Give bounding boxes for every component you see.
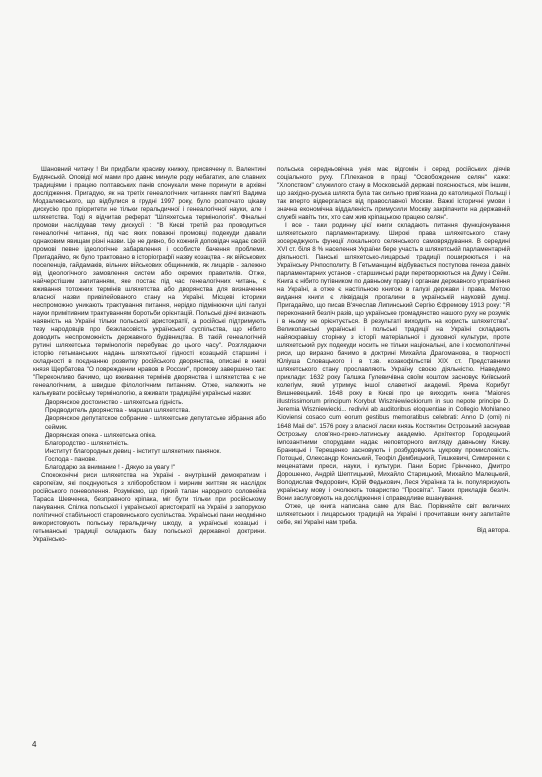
body-paragraph: І все - таки родинну цієї книги складають питання функціонування шляхетського парламентаризму. Широкі права шляхетського стану зосереджують функції локального селянського самоврядування. В середині XVI ст. біля 8 % населення України бере участь в шляхетській парламентарній діяльності. Панські шляхетсько-лицарські традиції поширюються і на Українську Річпосполиту. В Гетьманщині відбувається поступова генеза давніх парламентарних установ - старшинські ради перетворюються на Думу і Сейм. Книга є нібито путівником по давньому праву і органам державного управління на Україні, а отже є настільною книгою в галузі держави і права. Метою видання книги є ліквідація прогалини в українській науковій думці. Пригадаймо, що писав В'ячеслав Липинський Сергію Єфремову 1913 року: "Я переконаний безліч разів, що українське громадянство нашого руху не розуміє і в ньому не орієнтується. В результаті виходить на користь шляхетства". Великопанські українські і польські традиції на Україні складають найяскравішу сторінку з історії матеріальної і духовної культури, проте шляхетський рух подекуди носить не тільки національні, але і космополітичні риси, що виразно бачимо в доктрині Михайла Драгоманова, в творчості Юліуша Словацького і в т.зв. козакофільстві XIX ст. Представники шляхетського стану прославляють Україну своєю діяльністю. Наведемо приклади: 1632 року Галшка Гулевичівна своїм коштом засновує Київський колегіум, який утримує іншої славетної академії. Ярема Корибут Вишневецький. 1648 року в Києві про це виходить книга "Maiores illustrissimorum principum Korybut Wiszniewieckiorum in suo nepote principe D. Jeremia Wiszniewiecki... redivivi ab auditoribus eloquentiae in Collegio Mohilaneo Kioviensi cosaco cum eorum gestibus memoratibus celebrati: Anno D (omi) ni 1648 Maii de". 1576 року з власної ласки князь Костянтин Острозький заснував Острозьку слов'яно-греко-латинську академію. Архітектор Городецький імпозантними спорудами надає неповторного вигляду давньому Києву. Браницькі і Терещенко засновують і розбудовують цукрову промисловість. Потоцькі, Олександр Кониський, Теофіл Дембицький, Тишкевичі, Симиренки є меценатами преси, науки, і культури. Пани Борис Грінченко, Дмитро Дорошенко, Андрій Шептицький, Михайло Старицький, Михайло Малецький, Володислав Федорович, Юрій Федькович, Леся Українка та ін. популяризують українську мову і очолюють товариство "Просвіта". Таких прикладів безліч. Вони заслуговують на дослідження і справедливе вшанування. [277,222,510,502]
terminology-item: Институт благородных девиц - інститут шляхетних панянок. [45,447,222,455]
terminology-item: Господа - панове. [45,455,97,463]
author-signature: Від автора. [476,526,510,534]
page-number: 4 [32,740,37,749]
terminology-item: Дворянская опека - шляхетська опіка. [45,431,157,439]
continued-paragraph: польська середньовічна унія має відгомін і серед російських діячів соціального руху. Г.Плеханов в праці "Освобождение селян" каже: "Хлопством" служилого стану в Московській державі пояснюється, між іншим, що західно-руська шляхта була так сильно прив'язана до католицької Польщі і так вперто відвергалася від православної Москви. Важкі історичні умови і значна економічна віддаленість примусили Москву закріпачити на державній службі навіть тих, хто сам жив кріпацькою працею селян". [277,166,510,222]
terminology-item: Благодарю за внимание ! - Дякую за увагу !" [45,463,176,471]
closing-paragraph: Спококонічні риси шляхетства на Україні - внутрішній демократизм і європеїзм, які поєднуються з хліборобством і мирним життям як наслідок російського поневолення. Розуміємо, що гіркий талан народного соловейка Тараса Шевченка, безправного кріпака, міг бути тільки при російському панування. Спілка польської і української аристократії на Україні з запорукою політичної стабільності старовинського суспільства. Українські пани неодмінно використовують польську геральдичну шкоду, а українські козацькі і гетьманські традиції складають базу польської державної доктрини. Українсько- [33,471,266,543]
intro-paragraph: Шановний читачу ! Ви придбали красиву книжку, присвячену п. Валентині Будянській. Оповіді мої мами про давнє минуле роду небагатих, але славних традиціями і працею полтавських панів спонукали мене поринути в архівні дослідження. Пригадую, як на третіх генеалогічних читаннях пам'яті Вадима Модзалевського, що відбулися в грудні 1997 року, було розпочато цікаву дискусію про пріоритети не тільки геральдичної і генеалогічної науки, але і шляхетства. Тоді я відчитав реферат "Шляхетська термінологія". Фінальні промови наслідував тему дискусії : "В Києві третій раз проводиться генеалогічні читання, під час яких поважні промовці подекуди давали однаковим явищам різні назви. Це не дивно, бо кожний доповідач надає своїй промові певне ідеологічне забарвлення і особисте бачення проблеми. Пригадаймо, як було трактовано в історіографії назву козацтва - як військових поселенців, гайдамаків, вільних військових общинників, як лицарів - залежно від ідеологічного замовлення систем або окремих правителів. Отже, найчерстішим запитанням, яке постає під час генеалогічних читань, є вживання тотожних термінів шляхетства або дворянства для визначення власної назви привілейованого стану на Україні. Місцеві історики неспроможно уникають трактування питання, нерідко підмінюючи цілі галузі науки примітивним трактуванням боротьби орієнтацій. Польські діячі визнають наявність на Україні тільки польської аристократії, а російські підтримують тезу народовців про безкласовість української суспільства, що нібито доводить неспроможність державного будівництва. В такій генеалогічній рутині шляхетська термінологія перебуває до цього часу". Розглядаючи історію гетьманських надань шляхетської гідності козацькій старшині і складності в поєднанню розвитку російського дворянства, описані в книзі князя Щербатова "О повреждении нравов в России", промову завершено так: "Переконливо бачимо, що вживання термінів дворянства і шляхетства є не генеалогічним, а швидше філологічним питанням. Отже, належить не калькувати російську термінологію, а вживати традиційні українські назви: [33,166,266,398]
left-text-column [33,166,266,544]
terminology-item: Предводитель дворянства - маршал шляхетства. [45,407,191,415]
terminology-item: Дворянское достоинство - шляхетська гідність. [45,399,184,407]
right-text-column [277,166,510,535]
terminology-item: Благородство - шляхетність. [45,439,129,447]
terminology-item: Дворянское депутатское собрание - шляхетське депутатське зібрання або сеймик. [45,415,266,431]
terminology-list [33,399,266,471]
conclusion-paragraph: Отже, це книга написана саме для Вас. Порівняйте світ величних шляхетських і лицарських традицій на Україні і прочитавши книгу запитайте себе, які Україні нам треба. [277,502,510,526]
